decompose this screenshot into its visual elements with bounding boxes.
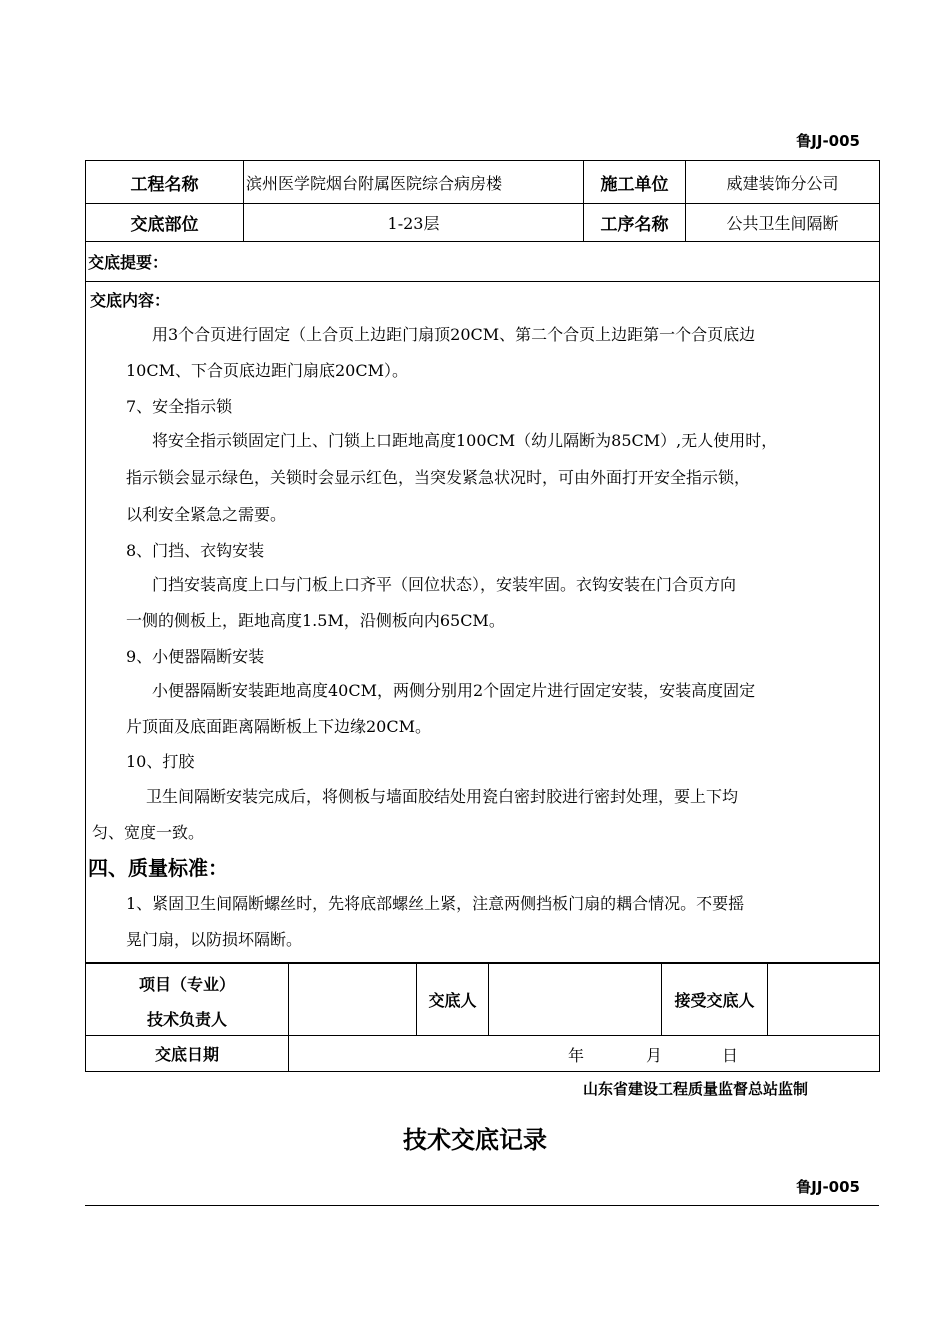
tech-lead-label-line1: 项目（专业） — [138, 974, 235, 994]
location-label: 交底部位 — [86, 204, 244, 242]
process-label: 工序名称 — [584, 204, 686, 242]
next-page-title: 技术交底记录 — [403, 1126, 547, 1154]
content-line: 匀、宽度一致。 — [92, 823, 205, 842]
form-code: 鲁JJ-005 — [796, 132, 860, 150]
date-field[interactable] — [289, 1036, 880, 1072]
tech-lead-label — [86, 964, 289, 1036]
content-line: 晃门扇，以防损坏隔断。 — [126, 930, 303, 949]
next-form-code: 鲁JJ-005 — [796, 1178, 860, 1196]
content-line: 以利安全紧急之需要。 — [126, 505, 287, 524]
month-label: 月 — [646, 1046, 663, 1065]
content-line: 7、安全指示锁 — [126, 397, 233, 416]
date-label: 交底日期 — [86, 1036, 289, 1072]
header-table — [85, 160, 880, 963]
receiver-signature-field[interactable] — [768, 964, 880, 1036]
content-cell — [86, 282, 880, 963]
receiver-label: 接受交底人 — [662, 964, 768, 1036]
content-line: 一侧的侧板上，距地高度1.5M，沿侧板向内65CM。 — [126, 611, 505, 630]
content-line: 门挡安装高度上口与门板上口齐平（回位状态），安装牢固。衣钩安装在门合页方向 — [152, 575, 737, 594]
tech-lead-signature-field[interactable] — [289, 964, 417, 1036]
content-line: 片顶面及底面距离隔断板上下边缘20CM。 — [126, 717, 431, 736]
signature-table — [85, 963, 880, 1072]
content-line: 卫生间隔断安装完成后，将侧板与墙面胶结处用瓷白密封胶进行密封处理，要上下均 — [146, 787, 739, 806]
quality-standard-heading: 四、质量标准： — [88, 856, 228, 880]
divider-line — [85, 1205, 879, 1206]
content-line: 10CM、下合页底边距门扇底20CM）。 — [126, 361, 408, 380]
location-value: 1-23层 — [244, 204, 584, 242]
content-line: 8、门挡、衣钩安装 — [126, 541, 265, 560]
content-line: 将安全指示锁固定门上、门锁上口距地高度100CM（幼儿隔断为85CM）,无人使用时， — [152, 431, 778, 450]
content-line: 小便器隔断安装距地高度40CM，两侧分别用2个固定片进行固定安装，安装高度固定 — [152, 681, 756, 700]
content-line: 9、小便器隔断安装 — [126, 647, 265, 666]
content-line: 指示锁会显示绿色，关锁时会显示红色，当突发紧急状况时，可由外面打开安全指示锁， — [126, 468, 751, 487]
contractor-label: 施工单位 — [584, 161, 686, 204]
project-name-label: 工程名称 — [86, 161, 244, 204]
process-value: 公共卫生间隔断 — [686, 204, 880, 242]
day-label: 日 — [722, 1046, 739, 1065]
discloser-label: 交底人 — [417, 964, 489, 1036]
discloser-signature-field[interactable] — [489, 964, 662, 1036]
project-name-value: 滨州医学院烟台附属医院综合病房楼 — [244, 161, 584, 204]
content-line: 1、紧固卫生间隔断螺丝时，先将底部螺丝上紧，注意两侧挡板门扇的耦合情况。不要摇 — [126, 894, 745, 913]
content-label: 交底内容： — [90, 291, 171, 310]
tech-lead-label-line2: 技术负责人 — [146, 1009, 227, 1029]
year-label: 年 — [568, 1046, 585, 1065]
content-line: 10、打胶 — [126, 752, 195, 771]
summary-label: 交底提要： — [86, 242, 880, 282]
content-line: 用3个合页进行固定（上合页上边距门扇顶20CM、第二个合页上边距第一个合页底边 — [152, 325, 756, 344]
contractor-value: 威建装饰分公司 — [686, 161, 880, 204]
supervisor-note: 山东省建设工程质量监督总站监制 — [583, 1080, 809, 1098]
